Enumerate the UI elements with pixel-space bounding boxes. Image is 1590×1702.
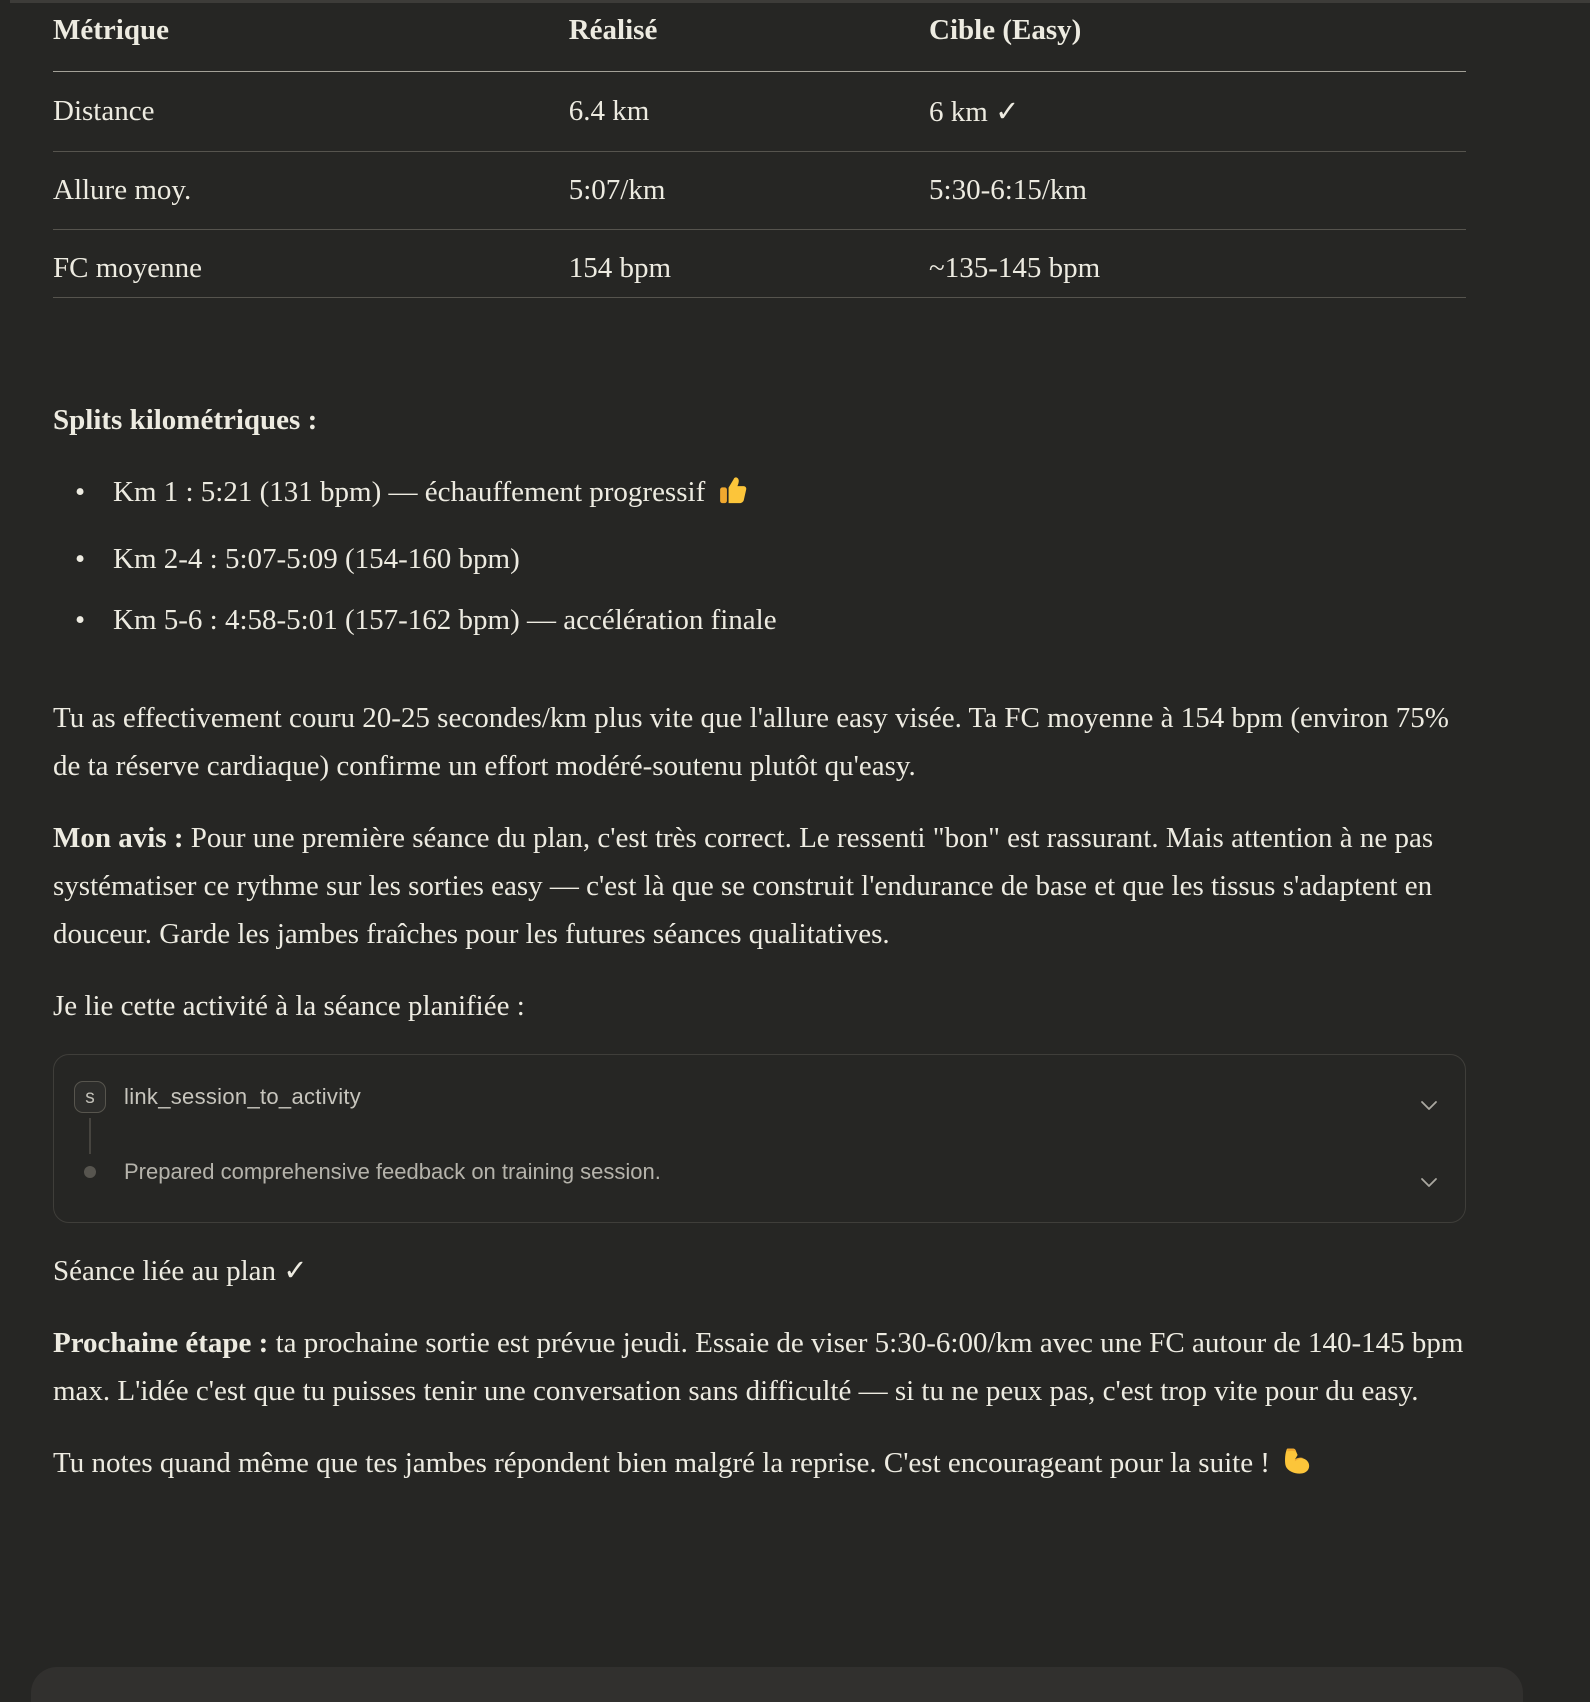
tool-result-row[interactable] bbox=[74, 1159, 1395, 1185]
list-item-text: Km 2-4 : 5:07-5:09 (154-160 bpm) bbox=[113, 543, 520, 575]
list-item bbox=[53, 535, 1466, 583]
splits-list bbox=[53, 468, 1466, 644]
list-item bbox=[53, 468, 1466, 522]
next-step-paragraph bbox=[53, 1319, 1466, 1415]
table-cell: 5:30-6:15/km bbox=[929, 152, 1466, 230]
table-header-row bbox=[53, 2, 1466, 72]
table-cell: 6.4 km bbox=[569, 72, 929, 152]
avis-label: Mon avis : bbox=[53, 822, 184, 854]
table-cell: Distance bbox=[53, 72, 569, 152]
table-row bbox=[53, 230, 1466, 298]
next-step-label: Prochaine étape : bbox=[53, 1327, 269, 1359]
chevron-down-icon[interactable] bbox=[1417, 1093, 1441, 1122]
tool-call-header[interactable] bbox=[74, 1081, 1395, 1113]
splits-heading: Splits kilométriques : bbox=[53, 404, 318, 436]
result-dot-icon bbox=[84, 1166, 96, 1178]
thumbs-up-emoji bbox=[716, 474, 749, 522]
table-cell: 154 bpm bbox=[569, 230, 929, 298]
table-header-cell: Cible (Easy) bbox=[929, 2, 1466, 72]
list-item-text: Km 5-6 : 4:58-5:01 (157-162 bpm) — accélération finale bbox=[113, 604, 777, 636]
skill-badge-icon: s bbox=[74, 1081, 106, 1113]
table-cell: FC moyenne bbox=[53, 230, 569, 298]
list-item bbox=[53, 596, 1466, 644]
closing-text: Tu notes quand même que tes jambes répondent bien malgré la reprise. C'est encourageant pour la suite ! bbox=[53, 1447, 1270, 1479]
message-input[interactable] bbox=[31, 1667, 1523, 1702]
table-header-cell: Métrique bbox=[53, 2, 569, 72]
tool-result-text: Prepared comprehensive feedback on training session. bbox=[124, 1159, 661, 1184]
table-cell: 6 km ✓ bbox=[929, 72, 1466, 152]
tool-call-widget bbox=[53, 1054, 1466, 1223]
next-step-text: ta prochaine sortie est prévue jeudi. Essaie de viser 5:30-6:00/km avec une FC autour de 140-145 bpm max. L'idée c'est que tu puisses tenir une conversation sans difficulté — si tu ne peux pas, c'est trop vite pour du easy. bbox=[53, 1327, 1464, 1407]
tool-name: link_session_to_activity bbox=[124, 1084, 362, 1109]
table-header-cell: Réalisé bbox=[569, 2, 929, 72]
flexed-biceps-emoji bbox=[1281, 1445, 1314, 1493]
table-cell: 5:07/km bbox=[569, 152, 929, 230]
analysis-paragraph: Tu as effectivement couru 20-25 secondes/km plus vite que l'allure easy visée. Ta FC moyenne à 154 bpm (environ 75% de ta réserve cardiaque) confirme un effort modéré-soutenu plutôt qu'easy. bbox=[53, 702, 1449, 782]
link-intro-paragraph: Je lie cette activité à la séance planifiée : bbox=[53, 990, 525, 1022]
avis-paragraph bbox=[53, 814, 1466, 958]
avis-text: Pour une première séance du plan, c'est très correct. Le ressenti "bon" est rassurant. Mais attention à ne pas systématiser ce rythme sur les sorties easy — c'est là que se construit l'endurance de base et que les tissus s'adaptent en douceur. Garde les jambes fraîches pour les futures séances qualitatives. bbox=[53, 822, 1434, 950]
connector-line bbox=[89, 1118, 91, 1154]
linked-confirmation: Séance liée au plan ✓ bbox=[53, 1255, 308, 1287]
table-row bbox=[53, 72, 1466, 152]
list-item-text: Km 1 : 5:21 (131 bpm) — échauffement progressif bbox=[113, 476, 706, 508]
metrics-table bbox=[53, 2, 1466, 298]
chevron-down-icon[interactable] bbox=[1417, 1170, 1441, 1199]
table-cell: Allure moy. bbox=[53, 152, 569, 230]
table-cell: ~135-145 bpm bbox=[929, 230, 1466, 298]
table-row bbox=[53, 152, 1466, 230]
closing-paragraph bbox=[53, 1439, 1466, 1493]
assistant-message bbox=[53, 0, 1466, 1517]
